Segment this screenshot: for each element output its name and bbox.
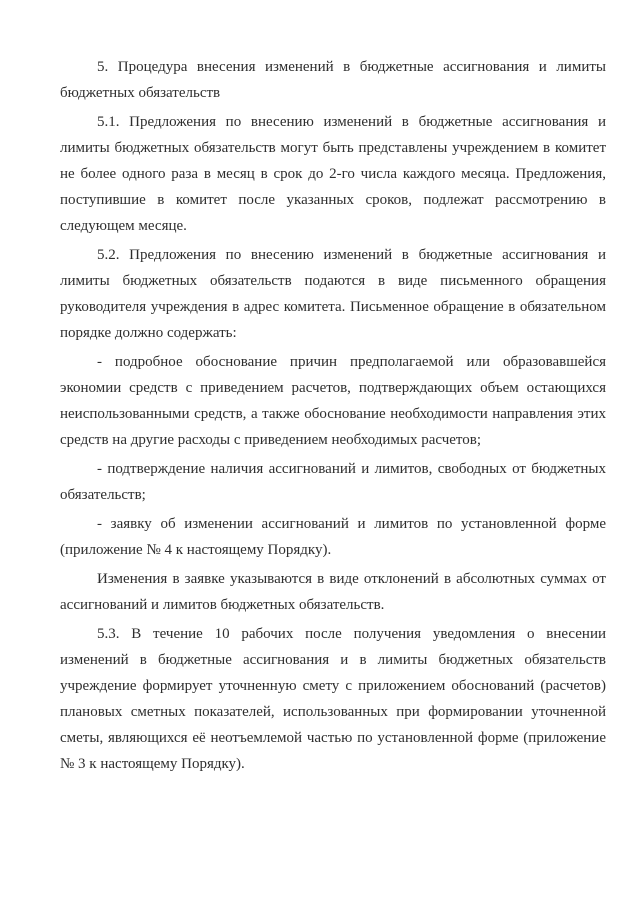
paragraph-5-1: 5.1. Предложения по внесению изменений в бюджетные ассигнования и лимиты бюджетных обязательств могут быть представлены учреждением в комитет не более одного раза в месяц в срок до 2-го числа каждого месяца. Предложения, поступившие в комитет после указанных сроков, подлежат рассмотрению в следующем месяце. [60, 114, 606, 234]
paragraph-5-3: 5.3. В течение 10 рабочих после получения уведомления о внесении изменений в бюджетные ассигнования и в лимиты бюджетных обязательств учреждение формирует уточненную смету с приложением обоснований (расчетов) плановых сметных показателей, использованных при формировании уточненной сметы, являющихся её неотъемлемой частью по установленной форме (приложение № 3 к настоящему Порядку). [60, 626, 606, 772]
list-item-justification: - подробное обоснование причин предполагаемой или образовавшейся экономии средств с приведением расчетов, подтверждающих объем остающихся неиспользованными средств, а также обоснование необходимости направления этих средств на другие расходы с приведением необходимых расчетов; [60, 354, 606, 448]
list-item-application: - заявку об изменении ассигнований и лимитов по установленной форме (приложение № 4 к настоящему Порядку). [60, 516, 606, 558]
paragraph-5-2: 5.2. Предложения по внесению изменений в бюджетные ассигнования и лимиты бюджетных обязательств подаются в виде письменного обращения руководителя учреждения в адрес комитета. Письменное обращение в обязательном порядке должно содержать: [60, 247, 606, 341]
section-heading: 5. Процедура внесения изменений в бюджетные ассигнования и лимиты бюджетных обязательств [60, 59, 606, 101]
list-item-confirmation: - подтверждение наличия ассигнований и лимитов, свободных от бюджетных обязательств; [60, 461, 606, 503]
paragraph-changes-note: Изменения в заявке указываются в виде отклонений в абсолютных суммах от ассигнований и лимитов бюджетных обязательств. [60, 571, 606, 613]
